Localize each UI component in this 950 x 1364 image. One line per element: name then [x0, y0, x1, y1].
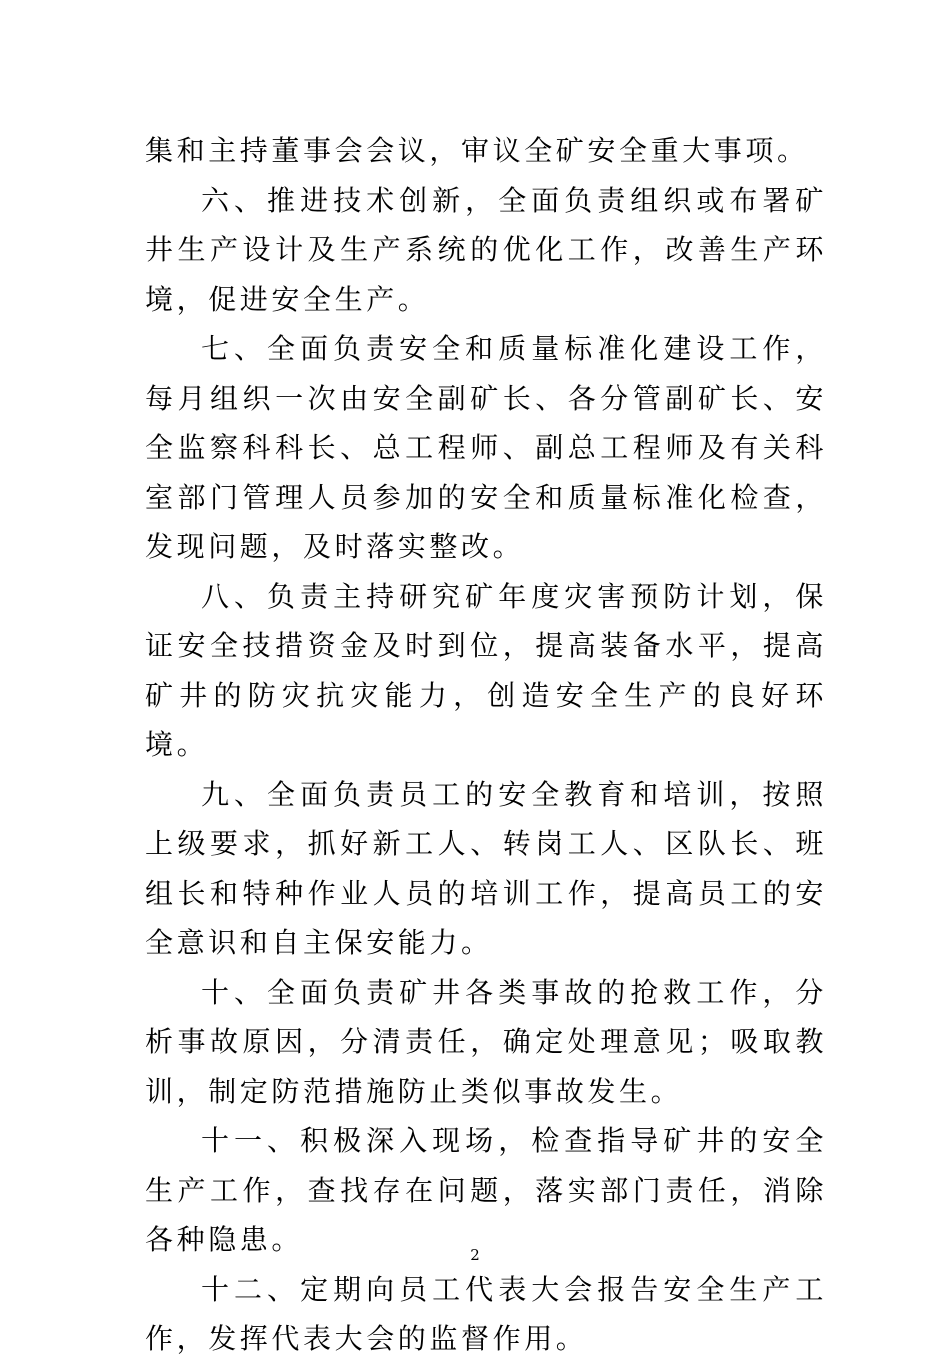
paragraph-item-10: 十、全面负责矿井各类事故的抢救工作，分析事故原因，分清责任，确定处理意见；吸取教训，制定防范措施防止类似事故发生。 [145, 975, 827, 1108]
document-body [145, 126, 827, 1364]
paragraph-item-8: 八、负责主持研究矿年度灾害预防计划，保证安全技措资金及时到位，提高装备水平，提高矿井的防灾抗灾能力，创造安全生产的良好环境。 [145, 579, 827, 761]
page-number: 2 [470, 1246, 480, 1264]
paragraph-item-11: 十一、积极深入现场，检查指导矿井的安全生产工作，查找存在问题，落实部门责任，消除各种隐患。 [145, 1124, 827, 1256]
paragraph-item-6: 六、推进技术创新，全面负责组织或布署矿井生产设计及生产系统的优化工作，改善生产环境，促进安全生产。 [145, 183, 827, 316]
paragraph-continuation: 集和主持董事会会议，审议全矿安全重大事项。 [145, 134, 809, 167]
paragraph-item-7: 七、全面负责安全和质量标准化建设工作，每月组织一次由安全副矿长、各分管副矿长、安全监察科科长、总工程师、副总工程师及有关科室部门管理人员参加的安全和质量标准化检查，发现问题，及时落实整改。 [145, 332, 827, 563]
paragraph-item-12: 十二、定期向员工代表大会报告安全生产工作，发挥代表大会的监督作用。 [145, 1272, 827, 1355]
paragraph-item-9: 九、全面负责员工的安全教育和培训，按照上级要求，抓好新工人、转岗工人、区队长、班组长和特种作业人员的培训工作，提高员工的安全意识和自主保安能力。 [145, 777, 827, 959]
